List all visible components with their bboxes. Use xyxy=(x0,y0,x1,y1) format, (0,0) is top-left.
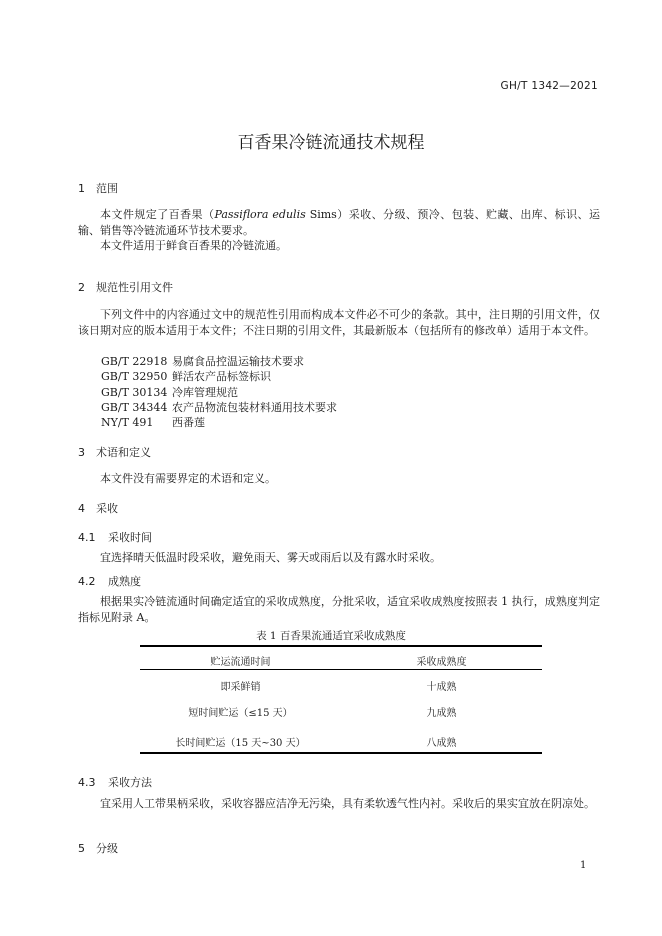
reference-item xyxy=(101,384,238,400)
section-number: 4.1 xyxy=(78,531,96,544)
reference-name: 农产品物流包装材料通用技术要求 xyxy=(172,401,337,414)
table-top-rule xyxy=(140,645,542,647)
standard-code: GH/T 1342—2021 xyxy=(500,80,598,92)
section-number: 4.3 xyxy=(78,776,96,789)
table-1 xyxy=(140,645,542,755)
latin-name: Passiflora edulis xyxy=(214,208,306,221)
section-number: 1 xyxy=(78,182,85,195)
table-cell: 十成熟 xyxy=(426,682,457,693)
section-5-heading xyxy=(78,840,118,856)
section-title: 成熟度 xyxy=(108,575,141,588)
section-title: 采收方法 xyxy=(108,776,152,789)
section-4-2-paragraph: 根据果实冷链流通时间确定适宜的采收成熟度，分批采收，适宜采收成熟度按照表 1 执行，成熟度判定指标见附录 A。 xyxy=(78,595,600,624)
section-title: 规范性引用文件 xyxy=(96,281,173,294)
reference-name: 冷库管理规范 xyxy=(172,386,238,399)
section-4-2-heading xyxy=(78,573,141,589)
section-4-heading xyxy=(78,500,118,516)
text-run: 本文件规定了百香果（ xyxy=(100,208,215,221)
section-4-1-paragraph: 宜选择晴天低温时段采收，避免雨天、雾天或雨后以及有露水时采收。 xyxy=(100,551,441,564)
table-cell: 短时间贮运（≤15 天） xyxy=(188,708,293,719)
table-header-rule xyxy=(140,669,542,670)
section-3-heading xyxy=(78,444,151,460)
section-4-1-heading xyxy=(78,529,152,545)
text-run: Sims）采收、分级、预冷、包装、贮藏、出库、标识、运输、销售等冷链流通环节技术要求。 xyxy=(78,208,601,237)
reference-item xyxy=(101,399,337,415)
table-header-cell: 采收成熟度 xyxy=(416,657,467,668)
section-number: 2 xyxy=(78,281,85,294)
reference-item xyxy=(101,353,304,369)
reference-name: 鲜活农产品标签标识 xyxy=(172,370,271,383)
reference-code: GB/T 22918 xyxy=(101,355,168,368)
table-cell: 即采鲜销 xyxy=(220,682,261,693)
section-title: 采收时间 xyxy=(108,531,152,544)
section-1-heading xyxy=(78,180,118,196)
section-number: 5 xyxy=(78,842,85,855)
section-title: 分级 xyxy=(96,842,118,855)
section-2-heading xyxy=(78,279,173,295)
reference-code: NY/T 491 xyxy=(101,416,154,429)
reference-name: 西番莲 xyxy=(172,416,205,429)
table-bottom-rule xyxy=(140,752,542,754)
section-3-paragraph-1: 本文件没有需要界定的术语和定义。 xyxy=(100,472,276,485)
page-number: 1 xyxy=(580,860,587,871)
reference-name: 易腐食品控温运输技术要求 xyxy=(172,355,304,368)
section-title: 范围 xyxy=(96,182,118,195)
reference-code: GB/T 30134 xyxy=(101,386,168,399)
section-4-3-paragraph: 宜采用人工带果柄采收，采收容器应洁净无污染，具有柔软透气性内衬。采收后的果实宜放在阴凉处。 xyxy=(100,797,595,810)
section-number: 4 xyxy=(78,502,85,515)
section-number: 4.2 xyxy=(78,575,96,588)
table-header-cell: 贮运流通时间 xyxy=(210,657,271,668)
section-number: 3 xyxy=(78,446,85,459)
table-cell: 长时间贮运（15 天~30 天） xyxy=(175,738,306,749)
section-title: 术语和定义 xyxy=(96,446,151,459)
section-1-paragraph-2: 本文件适用于鲜食百香果的冷链流通。 xyxy=(100,239,287,252)
table-1-caption: 表 1 百香果流通适宜采收成熟度 xyxy=(256,630,406,642)
reference-code: GB/T 32950 xyxy=(101,370,168,383)
table-cell: 九成熟 xyxy=(426,708,457,719)
section-4-3-heading xyxy=(78,774,152,790)
section-title: 采收 xyxy=(96,502,118,515)
section-1-paragraph-1 xyxy=(78,207,600,238)
reference-code: GB/T 34344 xyxy=(101,401,168,414)
section-2-paragraph-1: 下列文件中的内容通过文中的规范性引用而构成本文件必不可少的条款。其中，注日期的引用文件，仅该日期对应的版本适用于本文件；不注日期的引用文件，其最新版本（包括所有的修改单）适用于本文件。 xyxy=(78,308,600,337)
document-title: 百香果冷链流通技术规程 xyxy=(237,133,425,153)
reference-item xyxy=(101,368,271,384)
reference-item xyxy=(101,414,205,430)
table-cell: 八成熟 xyxy=(426,738,457,749)
